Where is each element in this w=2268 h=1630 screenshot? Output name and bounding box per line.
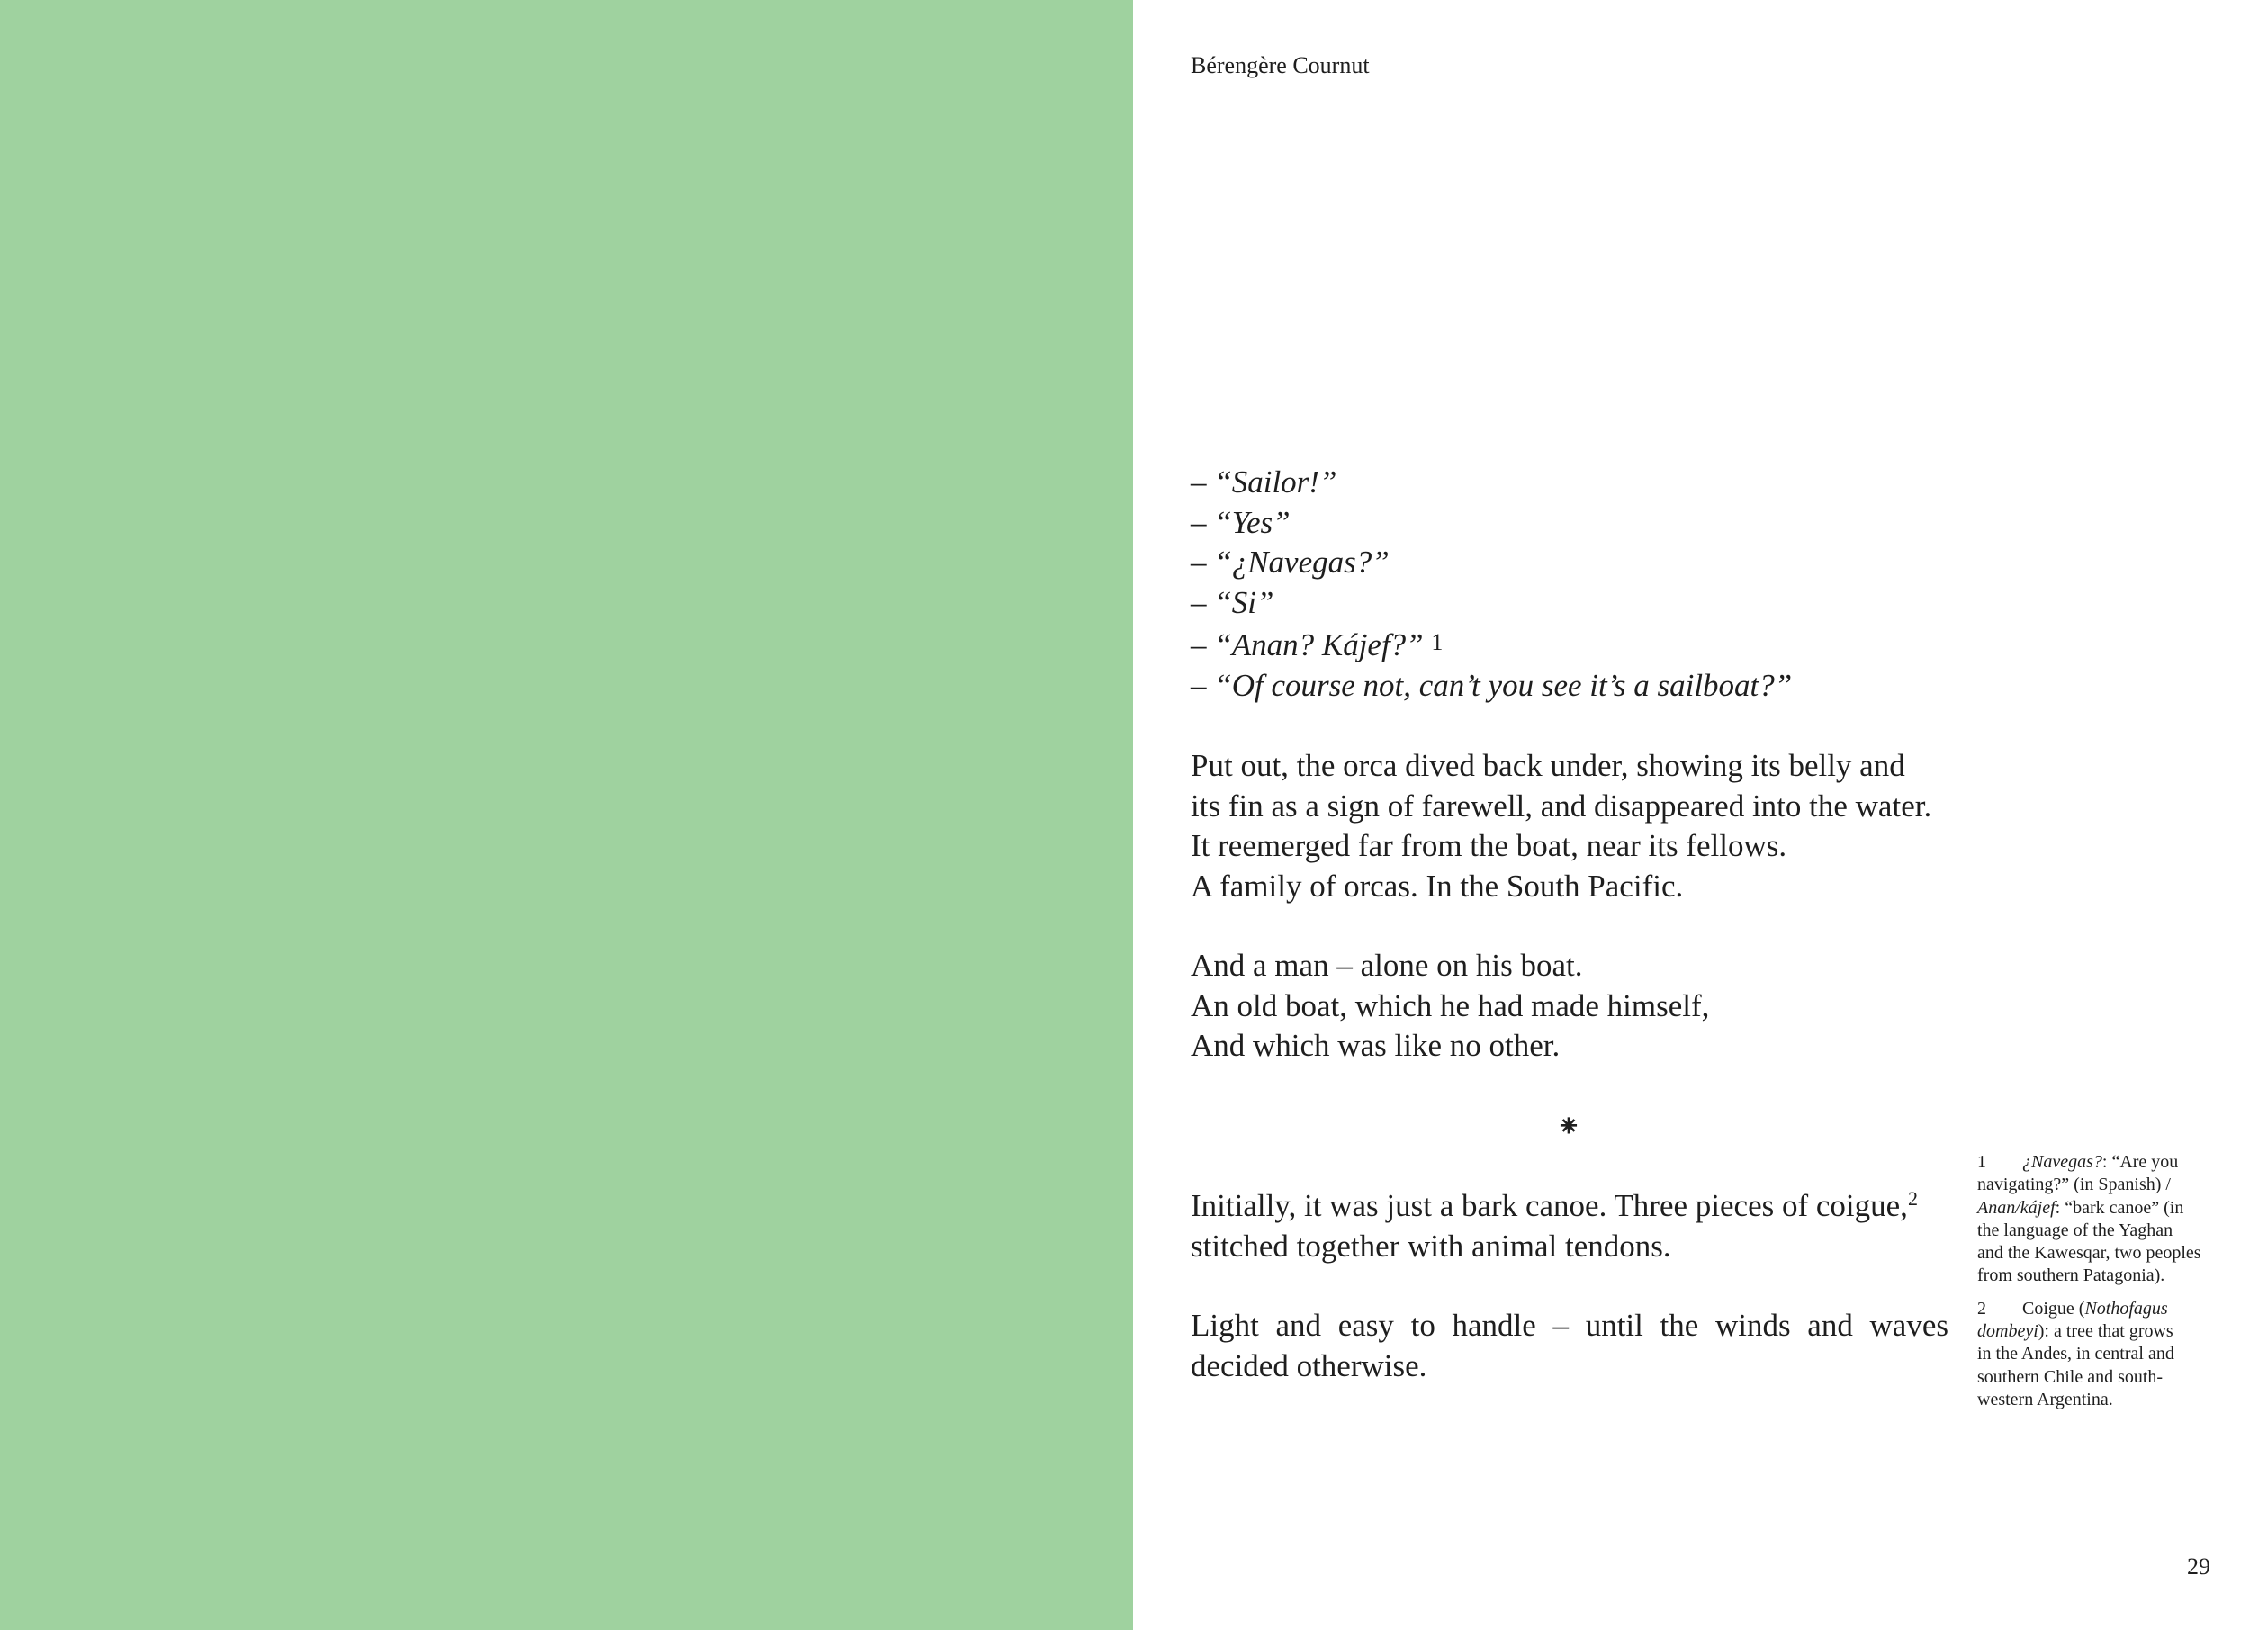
dialogue-dash: –: [1191, 667, 1215, 703]
green-color-panel: [0, 0, 1133, 1630]
paragraph-line: Put out, the orca dived back under, showing its belly and: [1191, 748, 1905, 783]
paragraph-line: An old boat, which he had made himself,: [1191, 987, 1710, 1023]
paragraph-line: stitched together with animal tendons.: [1191, 1228, 1671, 1264]
footnote-1: [1977, 1151, 2216, 1288]
dialogue-dash: –: [1191, 627, 1215, 662]
dialogue-line: [1191, 503, 1948, 544]
dialogue-text: “Yes”: [1214, 504, 1291, 540]
footnote-text: : “bark canoe” (in: [2055, 1197, 2184, 1218]
footnote-line: navigating?” (in Spanish) /: [1977, 1175, 2171, 1195]
dialogue-dash: –: [1191, 584, 1215, 620]
footnote-text: ): a tree that grows: [2038, 1321, 2174, 1342]
paragraph-line: And which was like no other.: [1191, 1028, 1561, 1063]
footnote-number: 2: [1977, 1298, 1986, 1319]
dialogue-block: [1191, 463, 1948, 706]
footnote-2: [1977, 1298, 2216, 1411]
paragraph-line: its fin as a sign of farewell, and disappeared into the water.: [1191, 788, 1932, 824]
dialogue-line: [1191, 583, 1948, 624]
paragraph-man: [1191, 946, 1948, 1067]
footnote-line: southern Chile and south-: [1977, 1366, 2164, 1387]
dialogue-text: “Anan? Kájef?”: [1214, 627, 1424, 662]
dialogue-dash: –: [1191, 545, 1215, 580]
footnote-line: western Argentina.: [1977, 1389, 2113, 1409]
paragraph-handle: [1191, 1306, 1948, 1386]
page-number: 29: [2187, 1553, 2210, 1580]
paragraph-line: decided otherwise.: [1191, 1347, 1427, 1383]
footnote-term: Anan/kájef: [1977, 1197, 2056, 1218]
running-header-author: Bérengère Cournut: [1191, 52, 1370, 78]
dialogue-text: “Si”: [1214, 584, 1274, 620]
paragraph-line: And a man – alone on his boat.: [1191, 948, 1583, 983]
paragraph-orca: [1191, 746, 1948, 906]
footnote-ref-1: 1: [1431, 629, 1444, 655]
footnote-line: from southern Patagonia).: [1977, 1265, 2165, 1286]
footnotes-column: [1977, 1151, 2216, 1421]
footnote-line: [1977, 1298, 2216, 1320]
footnote-number: 1: [1977, 1152, 1986, 1172]
dialogue-dash: –: [1191, 464, 1215, 500]
dialogue-line: [1191, 623, 1948, 666]
dialogue-line: [1191, 666, 1948, 707]
paragraph-line-text: Initially, it was just a bark canoe. Three pieces of coigue,: [1191, 1188, 1908, 1223]
footnote-line: [1977, 1320, 2216, 1343]
dialogue-line: [1191, 463, 1948, 503]
footnote-line: and the Kawesqar, two peoples: [1977, 1243, 2201, 1264]
footnote-line: in the Andes, in central and: [1977, 1344, 2174, 1364]
footnote-line: [1977, 1151, 2216, 1174]
dialogue-line: [1191, 543, 1948, 583]
footnote-line: the language of the Yaghan: [1977, 1220, 2174, 1240]
paragraph-line: It reemerged far from the boat, near its fellows.: [1191, 828, 1787, 863]
dialogue-dash: –: [1191, 504, 1215, 540]
section-separator-asterism: ⁕: [1555, 1109, 1582, 1145]
footnote-text: Coigue (: [2022, 1298, 2085, 1319]
footnote-text: : “Are you: [2102, 1152, 2179, 1172]
paragraph-line: [1191, 1188, 1918, 1223]
paragraph-canoe: [1191, 1186, 1948, 1266]
dialogue-text: “Sailor!”: [1214, 464, 1337, 500]
footnote-term: Nothofagus: [2084, 1298, 2168, 1319]
footnote-term: dombeyi: [1977, 1321, 2038, 1342]
footnote-term: ¿Navegas?: [2022, 1152, 2102, 1172]
paragraph-line: A family of orcas. In the South Pacific.: [1191, 868, 1684, 904]
footnote-ref-2: 2: [1907, 1187, 1918, 1210]
dialogue-text: “Of course not, can’t you see it’s a sailboat?”: [1214, 667, 1793, 703]
dialogue-text: “¿Navegas?”: [1214, 545, 1390, 580]
paragraph-line: Light and easy to handle – until the winds and waves: [1191, 1308, 1948, 1343]
footnote-line: [1977, 1197, 2216, 1220]
